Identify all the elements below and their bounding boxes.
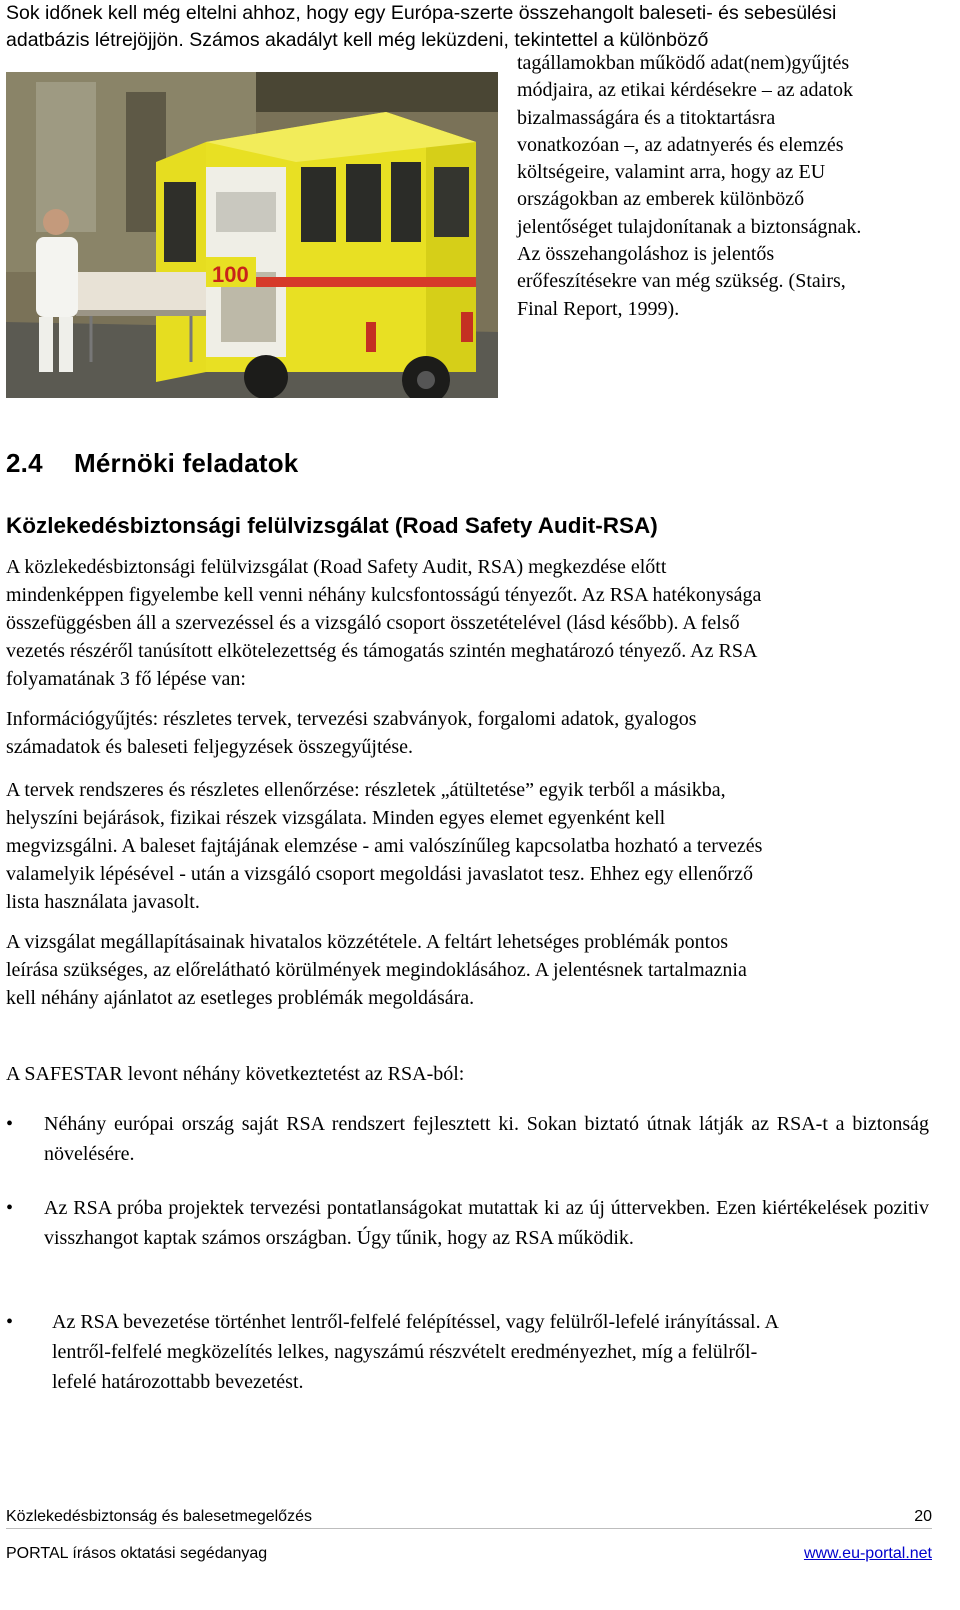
intro-line: Sok időnek kell még eltelni ahhoz, hogy egy Európa-szerte összehangolt baleseti- és sebesülési [6,2,837,24]
paragraph-line: helyszíni bejárások, fizikai részek vizsgálata. Minden egyes elemet egyenként kell [6,807,666,829]
paragraph-line: számadatok és baleseti feljegyzések összegyűjtése. [6,736,414,758]
footer-title: Közlekedésbiztonság és balesetmegelőzés [6,1508,312,1525]
paragraph-line: A közlekedésbiztonsági felülvizsgálat (Road Safety Audit, RSA) megkezdése előtt [6,556,667,578]
paragraph-line: vezetés részéről tanúsított elkötelezettség és támogatás szintén meghatározó tényező. Az RSA [6,640,758,662]
bullet-text [52,1307,937,1397]
intro-text [6,0,951,54]
paragraph-plan-checking [6,776,926,916]
bullet-line: Az RSA bevezetése történhet lentről-felfelé felépítéssel, vagy felülről-lefelé irányítással. A [52,1311,779,1333]
bullet-dot: • [6,1311,14,1333]
float-text-line: vonatkozóan –, az adatnyerés és elemzés [517,133,844,156]
float-text-line: erőfeszítésekre van még szükség. (Stairs, [517,270,846,293]
paragraph-safestar [6,1060,926,1088]
footer-top [6,1506,932,1529]
ambulance-photo [6,72,498,398]
page-number: 20 [914,1508,932,1525]
float-text-line: költségeire, valamint arra, hogy az EU [517,161,826,184]
paragraph-line: leírása szükséges, az előrelátható körülmények megindoklásához. A jelentésnek tartalmaznia [6,959,747,981]
paragraph-line: A SAFESTAR levont néhány következtetést az RSA-ból: [6,1063,465,1085]
paragraph-rsa-intro [6,553,926,693]
float-text-line: jelentőséget tulajdonítanak a biztonságnak. [517,215,862,238]
section-title: Mérnöki feladatok [74,448,299,478]
paragraph-line: Információgyűjtés: részletes tervek, tervezési szabványok, forgalomi adatok, gyalogos [6,708,697,730]
paragraph-publication [6,928,926,1012]
bullet-line: lentről-felfelé megközelítés lelkes, nagyszámú részvételt eredményezhet, míg a felülről- [52,1341,758,1363]
footer-url-link[interactable]: www.eu-portal.net [803,1545,932,1562]
float-text-line: Az összehangoláshoz is jelentős [517,243,775,266]
bullet-dot: • [6,1197,14,1219]
paragraph-line: lista használata javasolt. [6,891,200,913]
section-number: 2.4 [6,448,43,478]
bullet-line: lefelé határozottabb bevezetést. [52,1371,304,1393]
paragraph-line: mindenképpen figyelembe kell venni néhány kulcsfontosságú tényezőt. Az RSA hatékonysága [6,584,762,606]
ambulance-number: 100 [212,262,249,287]
bullet-dot: • [6,1113,14,1135]
intro-line: adatbázis létrejöjjön. Számos akadályt kell még leküzdeni, tekintettel a különböző [6,29,709,51]
paragraph-line: valamelyik lépésével - után a vizsgáló csoport megoldási javaslatot tesz. Ehhez egy ellenőrző [6,863,753,885]
float-text-line: Final Report, 1999). [517,297,680,320]
float-text [517,50,947,323]
subsection-heading: Közlekedésbiztonsági felülvizsgálat (Road Safety Audit-RSA) [6,513,658,538]
section-heading [6,448,298,479]
paragraph-line: folyamatának 3 fő lépése van: [6,668,246,690]
ambulance-illustration [6,72,498,398]
paragraph-line: A vizsgálat megállapításainak hivatalos közzététele. A feltárt lehetséges problémák pontos [6,931,728,953]
float-text-line: országokban az emberek különböző [517,188,805,211]
paragraph-line: kell néhány ajánlatot az esetleges problémák megoldására. [6,987,475,1009]
float-text-line: bizalmasságára és a titoktartásra [517,106,776,129]
paragraph-information-gathering [6,705,926,761]
bullet-text: Néhány európai ország saját RSA rendszert fejlesztett ki. Sokan biztató útnak látják az RSA-t a biztonság növelésére. [44,1113,929,1165]
paragraph-line: összefüggésben áll a szervezéssel és a vizsgáló csoport összetételével (lásd később). A felső [6,612,740,634]
paragraph-line: A tervek rendszeres és részletes ellenőrzése: részletek „átültetése” egyik terből a másikba, [6,779,726,801]
footer-bottom [6,1543,932,1565]
float-text-line: módjaira, az etikai kérdésekre – az adatok [517,79,853,102]
bullet-text: Az RSA próba projektek tervezési pontatlanságokat mutattak ki az új úttervekben. Ezen kiértékelések pozitiv visszhangot kaptak számos országban. Úgy tűnik, hogy az RSA működik. [44,1197,929,1249]
paragraph-line: megvizsgálni. A baleset fajtájának elemzése - ami valószínűleg kapcsolatba hozható a tervezés [6,835,763,857]
footer-subtitle: PORTAL írásos oktatási segédanyag [6,1545,268,1562]
float-text-line: tagállamokban működő adat(nem)gyűjtés [517,52,850,74]
